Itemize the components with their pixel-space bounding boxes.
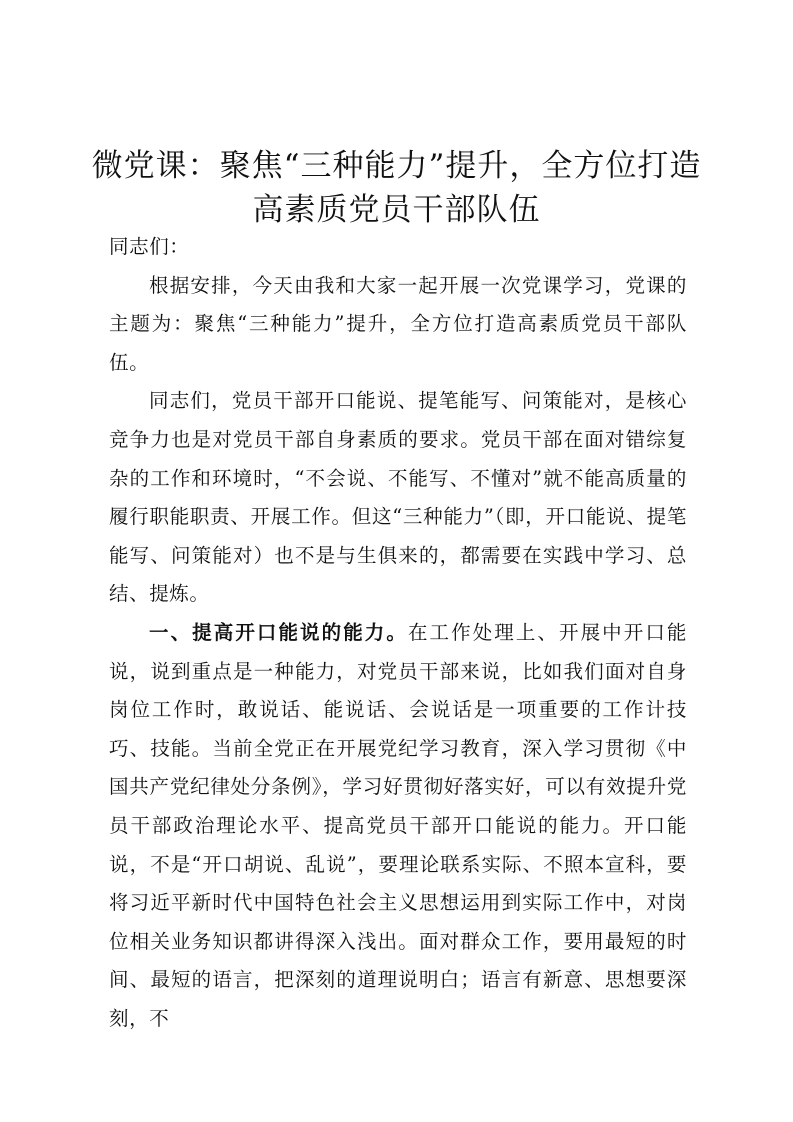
salutation: 同志们：	[109, 235, 190, 258]
paragraph-intro: 根据安排，今天由我和大家一起开展一次党课学习，党课的主题为：聚焦“三种能力”提升，全方位打造高素质党员干部队伍。	[109, 273, 687, 374]
paragraph-core-competence: 同志们，党员干部开口能说、提笔能写、问策能对，是核心竞争力也是对党员干部自身素质的要求。党员干部在面对错综复杂的工作和环境时，“不会说、不能写、不懂对”就不能高质量的履行职能职责、开展工作。但这“三种能力”（即，开口能说、提笔能写、问策能对）也不是与生俱来的，都需要在实践中学习、总结、提炼。	[109, 389, 687, 606]
section-1-heading: 一、提高开口能说的能力。	[149, 620, 408, 644]
section-1-paragraph	[109, 614, 687, 1039]
document-title-line-2: 高素质党员干部队伍	[252, 192, 541, 228]
section-1-text: 在工作处理上、开展中开口能说，说到重点是一种能力，对党员干部来说，比如我们面对自身岗位工作时，敢说话、能说话、会说话是一项重要的工作计技巧、技能。当前全党正在开展党纪学习教育，深入学习贯彻《中国共产党纪律处分条例》，学习好贯彻好落实好，可以有效提升党员干部政治理论水平、提高党员干部开口能说的能力。开口能说，不是“开口胡说、乱说”，要理论联系实际、不照本宣科，要将习近平新时代中国特色社会主义思想运用到实际工作中，对岗位相关业务知识都讲得深入浅出。面对群众工作，要用最短的时间、最短的语言，把深刻的道理说明白；语言有新意、思想要深刻，不	[109, 620, 687, 1030]
document-title-line-1: 微党课：聚焦“三种能力”提升，全方位打造	[91, 148, 702, 184]
document-body	[109, 228, 687, 1038]
